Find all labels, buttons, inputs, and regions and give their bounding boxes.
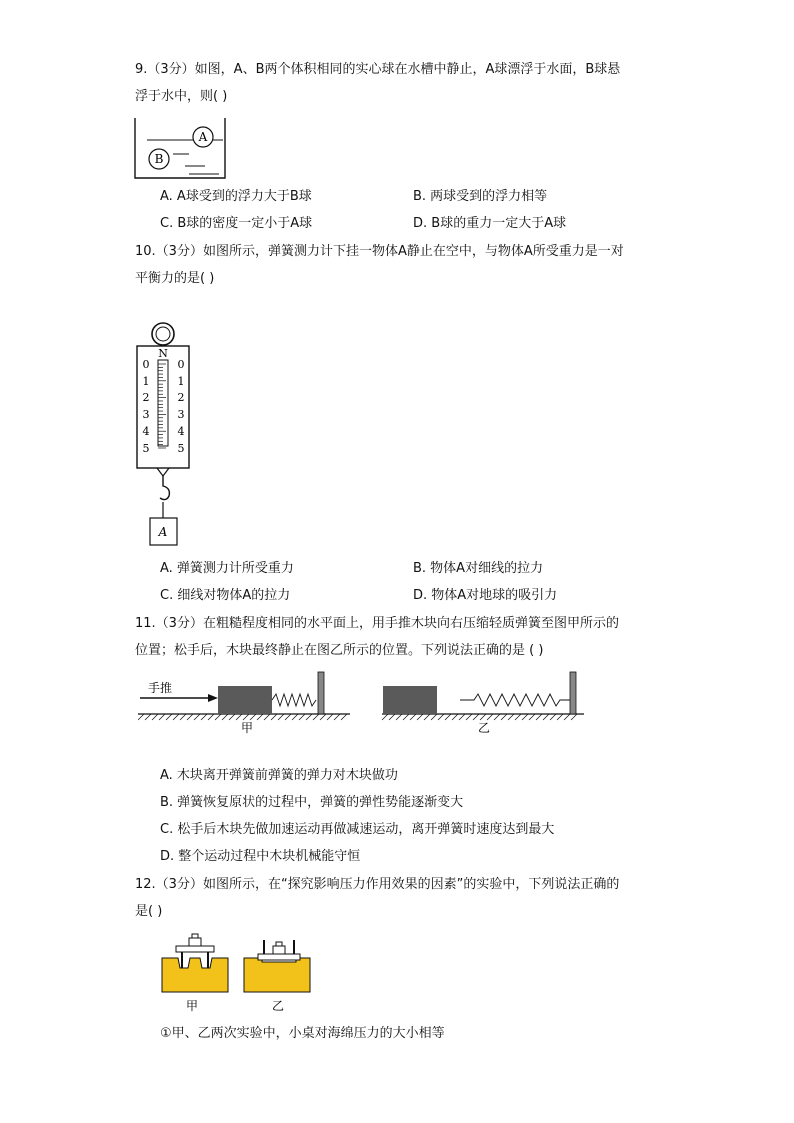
- q10-option-d[interactable]: D. 物体A对地球的吸引力: [413, 588, 558, 603]
- hatch-line: [424, 714, 430, 720]
- q11-stem-line1: 11.（3分）在粗糙程度相同的水平面上，用手推木块向右压缩轻质弹簧至图甲所示的: [135, 616, 619, 631]
- hatch-line: [571, 714, 577, 720]
- hatch-line: [417, 714, 423, 720]
- block-a-label: A: [158, 525, 168, 539]
- hatch-line: [222, 714, 228, 720]
- hatch-line: [327, 714, 333, 720]
- scale-left-label-4: 4: [142, 425, 150, 438]
- hatch-line: [396, 714, 402, 720]
- q10-option-c[interactable]: C. 细线对物体A的拉力: [160, 588, 291, 603]
- hatch-line: [543, 714, 549, 720]
- hatch-line: [278, 714, 284, 720]
- hatch-line: [334, 714, 340, 720]
- scale-hook: [160, 476, 169, 500]
- q10-spring-scale-figure: [130, 320, 200, 550]
- scale-right-label-4: 4: [177, 425, 185, 438]
- q12-stem-line2: 是( ): [135, 904, 163, 919]
- hatch-line: [487, 714, 493, 720]
- weight-right: [273, 946, 285, 954]
- table-top-right: [258, 954, 300, 960]
- scale-left-label-2: 2: [142, 391, 150, 404]
- scale-left-label-5: 5: [142, 442, 150, 455]
- q10-stem-line2: 平衡力的是( ): [135, 271, 215, 286]
- block-right: [383, 686, 437, 714]
- q11-option-a[interactable]: A. 木块离开弹簧前弹簧的弹力对木块做功: [160, 768, 398, 783]
- hatch-line: [271, 714, 277, 720]
- push-label: 手推: [148, 681, 173, 695]
- hatch-line: [285, 714, 291, 720]
- hatch-line: [466, 714, 472, 720]
- label-jia: 甲: [186, 999, 199, 1013]
- hatch-line: [515, 714, 521, 720]
- hatch-line: [152, 714, 158, 720]
- q9-stem-line1: 9.（3分）如图，A、B两个体积相同的实心球在水槽中静止，A球漂浮于水面，B球悬: [135, 62, 621, 77]
- hatch-line: [529, 714, 535, 720]
- hatch-line: [145, 714, 151, 720]
- hatch-line: [501, 714, 507, 720]
- ball-a-label: A: [198, 130, 208, 144]
- wall-left: [318, 672, 324, 714]
- scale-right-label-5: 5: [177, 442, 185, 455]
- hatch-line: [410, 714, 416, 720]
- hatch-line: [187, 714, 193, 720]
- weight-knob-left: [192, 934, 198, 938]
- scale-left-label-3: 3: [142, 408, 150, 421]
- scale-right-label-3: 3: [177, 408, 185, 421]
- block-left: [218, 686, 272, 714]
- scale-unit: N: [158, 347, 168, 360]
- sponge-left: [162, 958, 228, 992]
- scale-bottom-notch: [157, 468, 169, 476]
- hatch-line: [564, 714, 570, 720]
- ground-hatch-left: [138, 714, 347, 720]
- q11-option-d[interactable]: D. 整个运动过程中木块机械能守恒: [160, 849, 361, 864]
- hatch-line: [382, 714, 388, 720]
- hatch-line: [250, 714, 256, 720]
- sponge-right: [244, 958, 310, 992]
- hatch-line: [459, 714, 465, 720]
- label-yi: 乙: [272, 999, 285, 1013]
- hatch-line: [550, 714, 556, 720]
- q12-sponge-figure: [158, 930, 318, 1020]
- label-jia: 甲: [241, 721, 254, 735]
- hatch-line: [306, 714, 312, 720]
- hatch-line: [403, 714, 409, 720]
- weight-knob-right: [276, 942, 282, 946]
- q12-statement-1: ①甲、乙两次实验中，小桌对海绵压力的大小相等: [160, 1026, 445, 1041]
- hatch-line: [494, 714, 500, 720]
- q10-option-b[interactable]: B. 物体A对细线的拉力: [413, 561, 544, 576]
- hatch-line: [438, 714, 444, 720]
- hatch-line: [138, 714, 144, 720]
- q12-stem-line1: 12.（3分）如图所示，在“探究影响压力作用效果的因素”的实验中，下列说法正确的: [135, 877, 620, 892]
- hatch-line: [159, 714, 165, 720]
- scale-left-label-0: 0: [142, 358, 150, 371]
- weight-left: [189, 938, 201, 946]
- hatch-line: [473, 714, 479, 720]
- hatch-line: [341, 714, 347, 720]
- hatch-line: [320, 714, 326, 720]
- scale-right-label-2: 2: [177, 391, 185, 404]
- ball-b-label: B: [154, 152, 164, 166]
- hatch-line: [557, 714, 563, 720]
- hatch-line: [194, 714, 200, 720]
- hatch-line: [215, 714, 221, 720]
- scale-slot: [158, 360, 168, 446]
- q9-stem-line2: 浮于水中，则( ): [135, 89, 228, 104]
- hatch-line: [389, 714, 395, 720]
- q9-option-c[interactable]: C. B球的密度一定小于A球: [160, 216, 313, 231]
- q11-spring-figure: [138, 668, 588, 738]
- q9-option-d[interactable]: D. B球的重力一定大于A球: [413, 216, 567, 231]
- hatch-line: [236, 714, 242, 720]
- q11-option-c[interactable]: C. 松手后木块先做加速运动再做减速运动，离开弹簧时速度达到最大: [160, 822, 555, 837]
- hatch-line: [445, 714, 451, 720]
- q9-option-a[interactable]: A. A球受到的浮力大于B球: [160, 189, 312, 204]
- hatch-line: [208, 714, 214, 720]
- q11-option-b[interactable]: B. 弹簧恢复原状的过程中，弹簧的弹性势能逐渐变大: [160, 795, 464, 810]
- hatch-line: [173, 714, 179, 720]
- scale-ring-inner: [156, 327, 170, 341]
- hatch-line: [229, 714, 235, 720]
- hatch-line: [257, 714, 263, 720]
- hatch-line: [536, 714, 542, 720]
- spring-compressed: [272, 694, 316, 706]
- q9-water-tank-figure: [133, 116, 229, 180]
- push-arrowhead: [208, 694, 218, 702]
- ground-hatch-right: [382, 714, 577, 720]
- hatch-line: [264, 714, 270, 720]
- hatch-line: [299, 714, 305, 720]
- wall-right: [570, 672, 576, 714]
- hatch-line: [243, 714, 249, 720]
- table-top-left: [176, 946, 214, 952]
- hatch-line: [522, 714, 528, 720]
- q11-stem-line2: 位置；松手后，木块最终静止在图乙所示的位置。下列说法正确的是 ( ): [135, 643, 544, 658]
- hatch-line: [313, 714, 319, 720]
- hatch-line: [480, 714, 486, 720]
- tank-outline: [135, 118, 225, 178]
- hatch-line: [508, 714, 514, 720]
- hatch-line: [180, 714, 186, 720]
- q10-option-a[interactable]: A. 弹簧测力计所受重力: [160, 561, 294, 576]
- spring-relaxed: [460, 694, 570, 706]
- hatch-line: [431, 714, 437, 720]
- q9-option-b[interactable]: B. 两球受到的浮力相等: [413, 189, 548, 204]
- label-yi: 乙: [478, 721, 491, 735]
- scale-right-label-0: 0: [177, 358, 185, 371]
- scale-left-label-1: 1: [142, 375, 150, 388]
- q10-stem-line1: 10.（3分）如图所示，弹簧测力计下挂一物体A静止在空中，与物体A所受重力是一对: [135, 244, 624, 259]
- hatch-line: [166, 714, 172, 720]
- hatch-line: [452, 714, 458, 720]
- hatch-line: [292, 714, 298, 720]
- scale-right-label-1: 1: [177, 375, 185, 388]
- hatch-line: [201, 714, 207, 720]
